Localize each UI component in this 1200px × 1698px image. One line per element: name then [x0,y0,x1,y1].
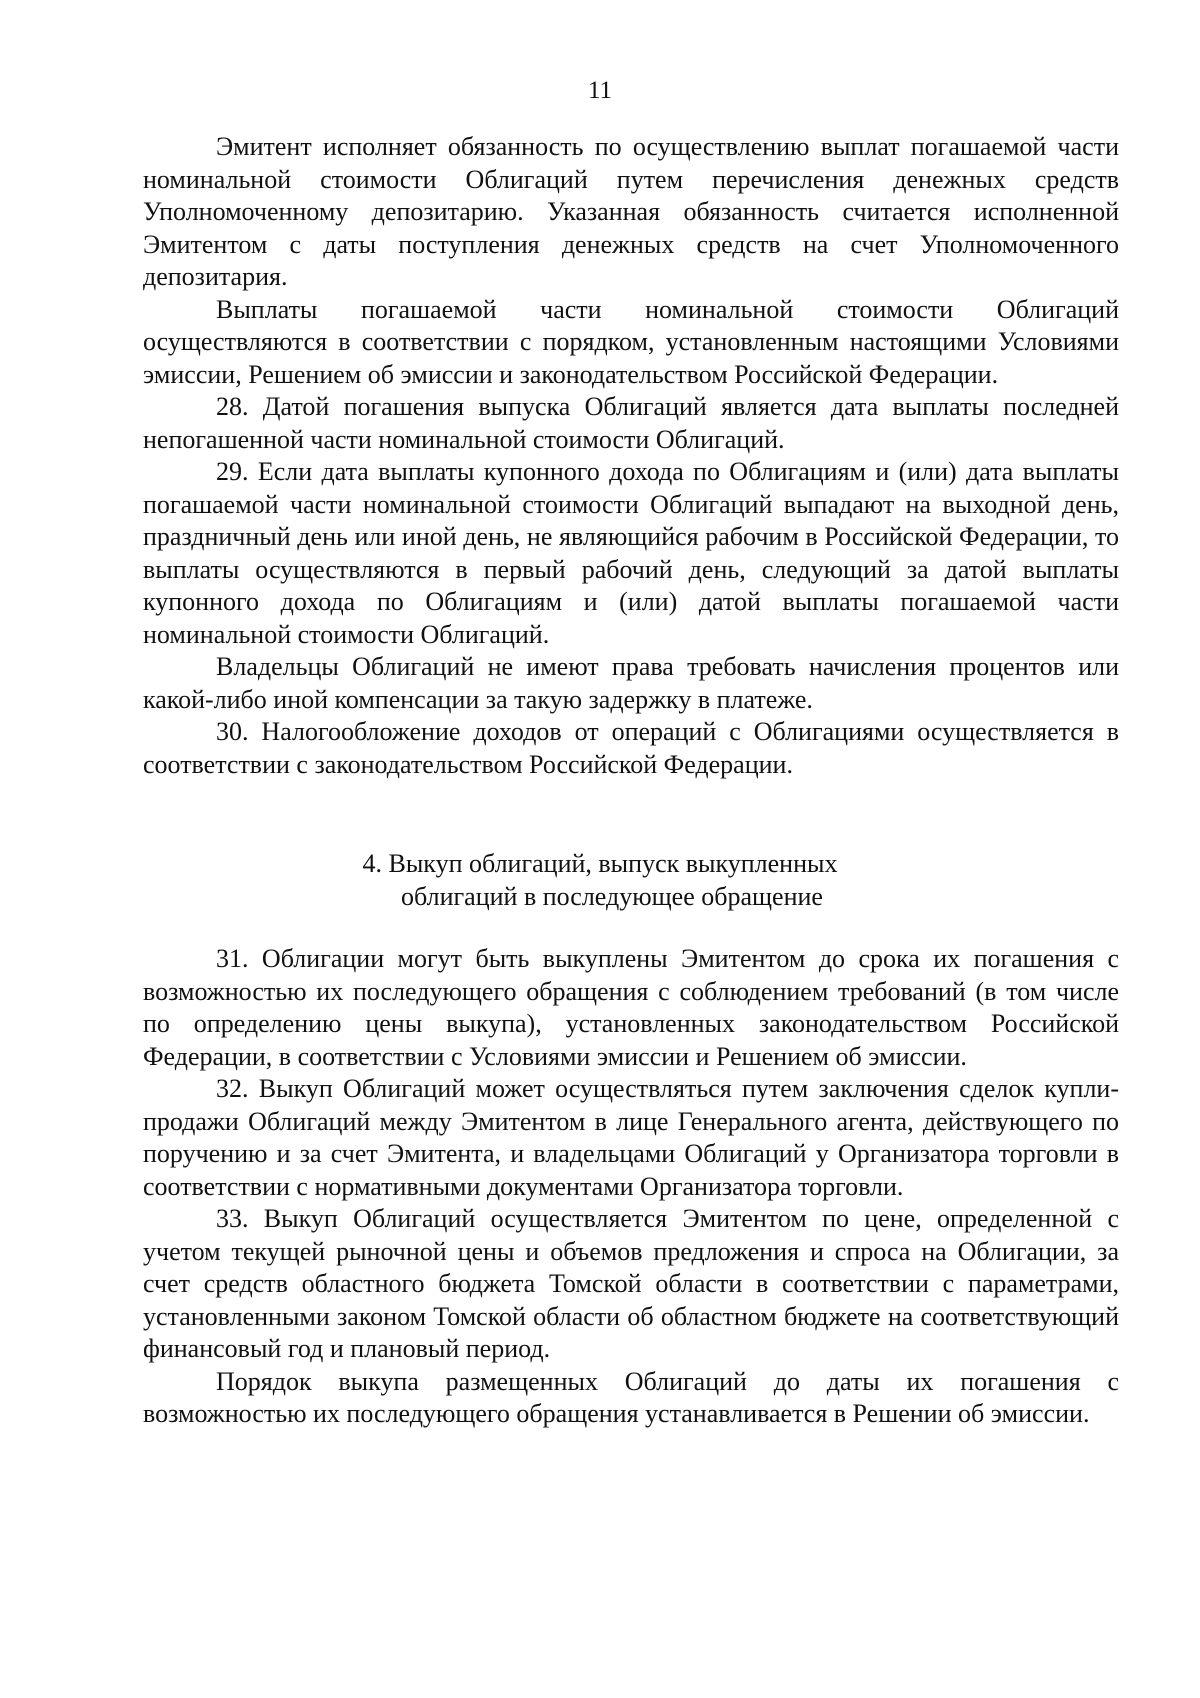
page-number: 11 [587,77,613,104]
section-heading [0,848,1200,913]
paragraph-no-compensation: Владельцы Облигаций не имеют права требовать начисления процентов или какой-либо иной компенсации за такую задержку в платеже. [143,652,1119,714]
body-text-top [143,131,1119,781]
paragraph-31: 31. Облигации могут быть выкуплены Эмитентом до срока их погашения с возможностью их последующего обращения с соблюдением требований (в том числе по определению цены выкупа), установленных законодательством Российской Федерации, в соответствии с Условиями эмиссии и Решением об эмиссии. [143,944,1119,1071]
paragraph-issuer-obligation: Эмитент исполняет обязанность по осуществлению выплат погашаемой части номинальной стоимости Облигаций путем перечисления денежных средств Уполномоченному депозитарию. Указанная обязанность считается исполненной Эмитентом с даты поступления денежных средств на счет Уполномоченного депозитария. [143,132,1119,291]
paragraph-32: 32. Выкуп Облигаций может осуществляться путем заключения сделок купли-продажи Облигаций между Эмитентом в лице Генерального агента, действующего по поручению и за счет Эмитента, и владельцами Облигаций у Организатора торговли в соответствии с нормативными документами Организатора торговли. [143,1074,1119,1201]
paragraph-29: 29. Если дата выплаты купонного дохода по Облигациям и (или) дата выплаты погашаемой части номинальной стоимости Облигаций выпадают на выходной день, праздничный день или иной день, не являющийся рабочим в Российской Федерации, то выплаты осуществляются в первый рабочий день, следующий за датой выплаты купонного дохода по Облигациям и (или) датой выплаты погашаемой части номинальной стоимости Облигаций. [143,457,1119,649]
paragraph-payments-order: Выплаты погашаемой части номинальной стоимости Облигаций осуществляются в соответствии с порядком, установленным настоящими Условиями эмиссии, Решением об эмиссии и законодательством Российской Федерации. [143,294,1119,389]
paragraph-33: 33. Выкуп Облигаций осуществляется Эмитентом по цене, определенной с учетом текущей рыночной цены и объемов предложения и спроса на Облигации, за счет средств областного бюджета Томской области в соответствии с параметрами, установленными законом Томской области об областном бюджете на соответствующий финансовый год и плановый период. [143,1204,1119,1363]
section-heading-line-2: облигаций в последующее обращение [401,881,823,911]
paragraph-buyback-procedure: Порядок выкупа размещенных Облигаций до даты их погашения с возможностью их последующего обращения устанавливается в Решении об эмиссии. [143,1366,1119,1428]
paragraph-30: 30. Налогообложение доходов от операций с Облигациями осуществляется в соответствии с законодательством Российской Федерации. [143,717,1119,779]
section-heading-line-1: 4. Выкуп облигаций, выпуск выкупленных [362,849,838,878]
paragraph-28: 28. Датой погашения выпуска Облигаций является дата выплаты последней непогашенной части номинальной стоимости Облигаций. [143,392,1119,454]
body-text-bottom [143,943,1119,1431]
